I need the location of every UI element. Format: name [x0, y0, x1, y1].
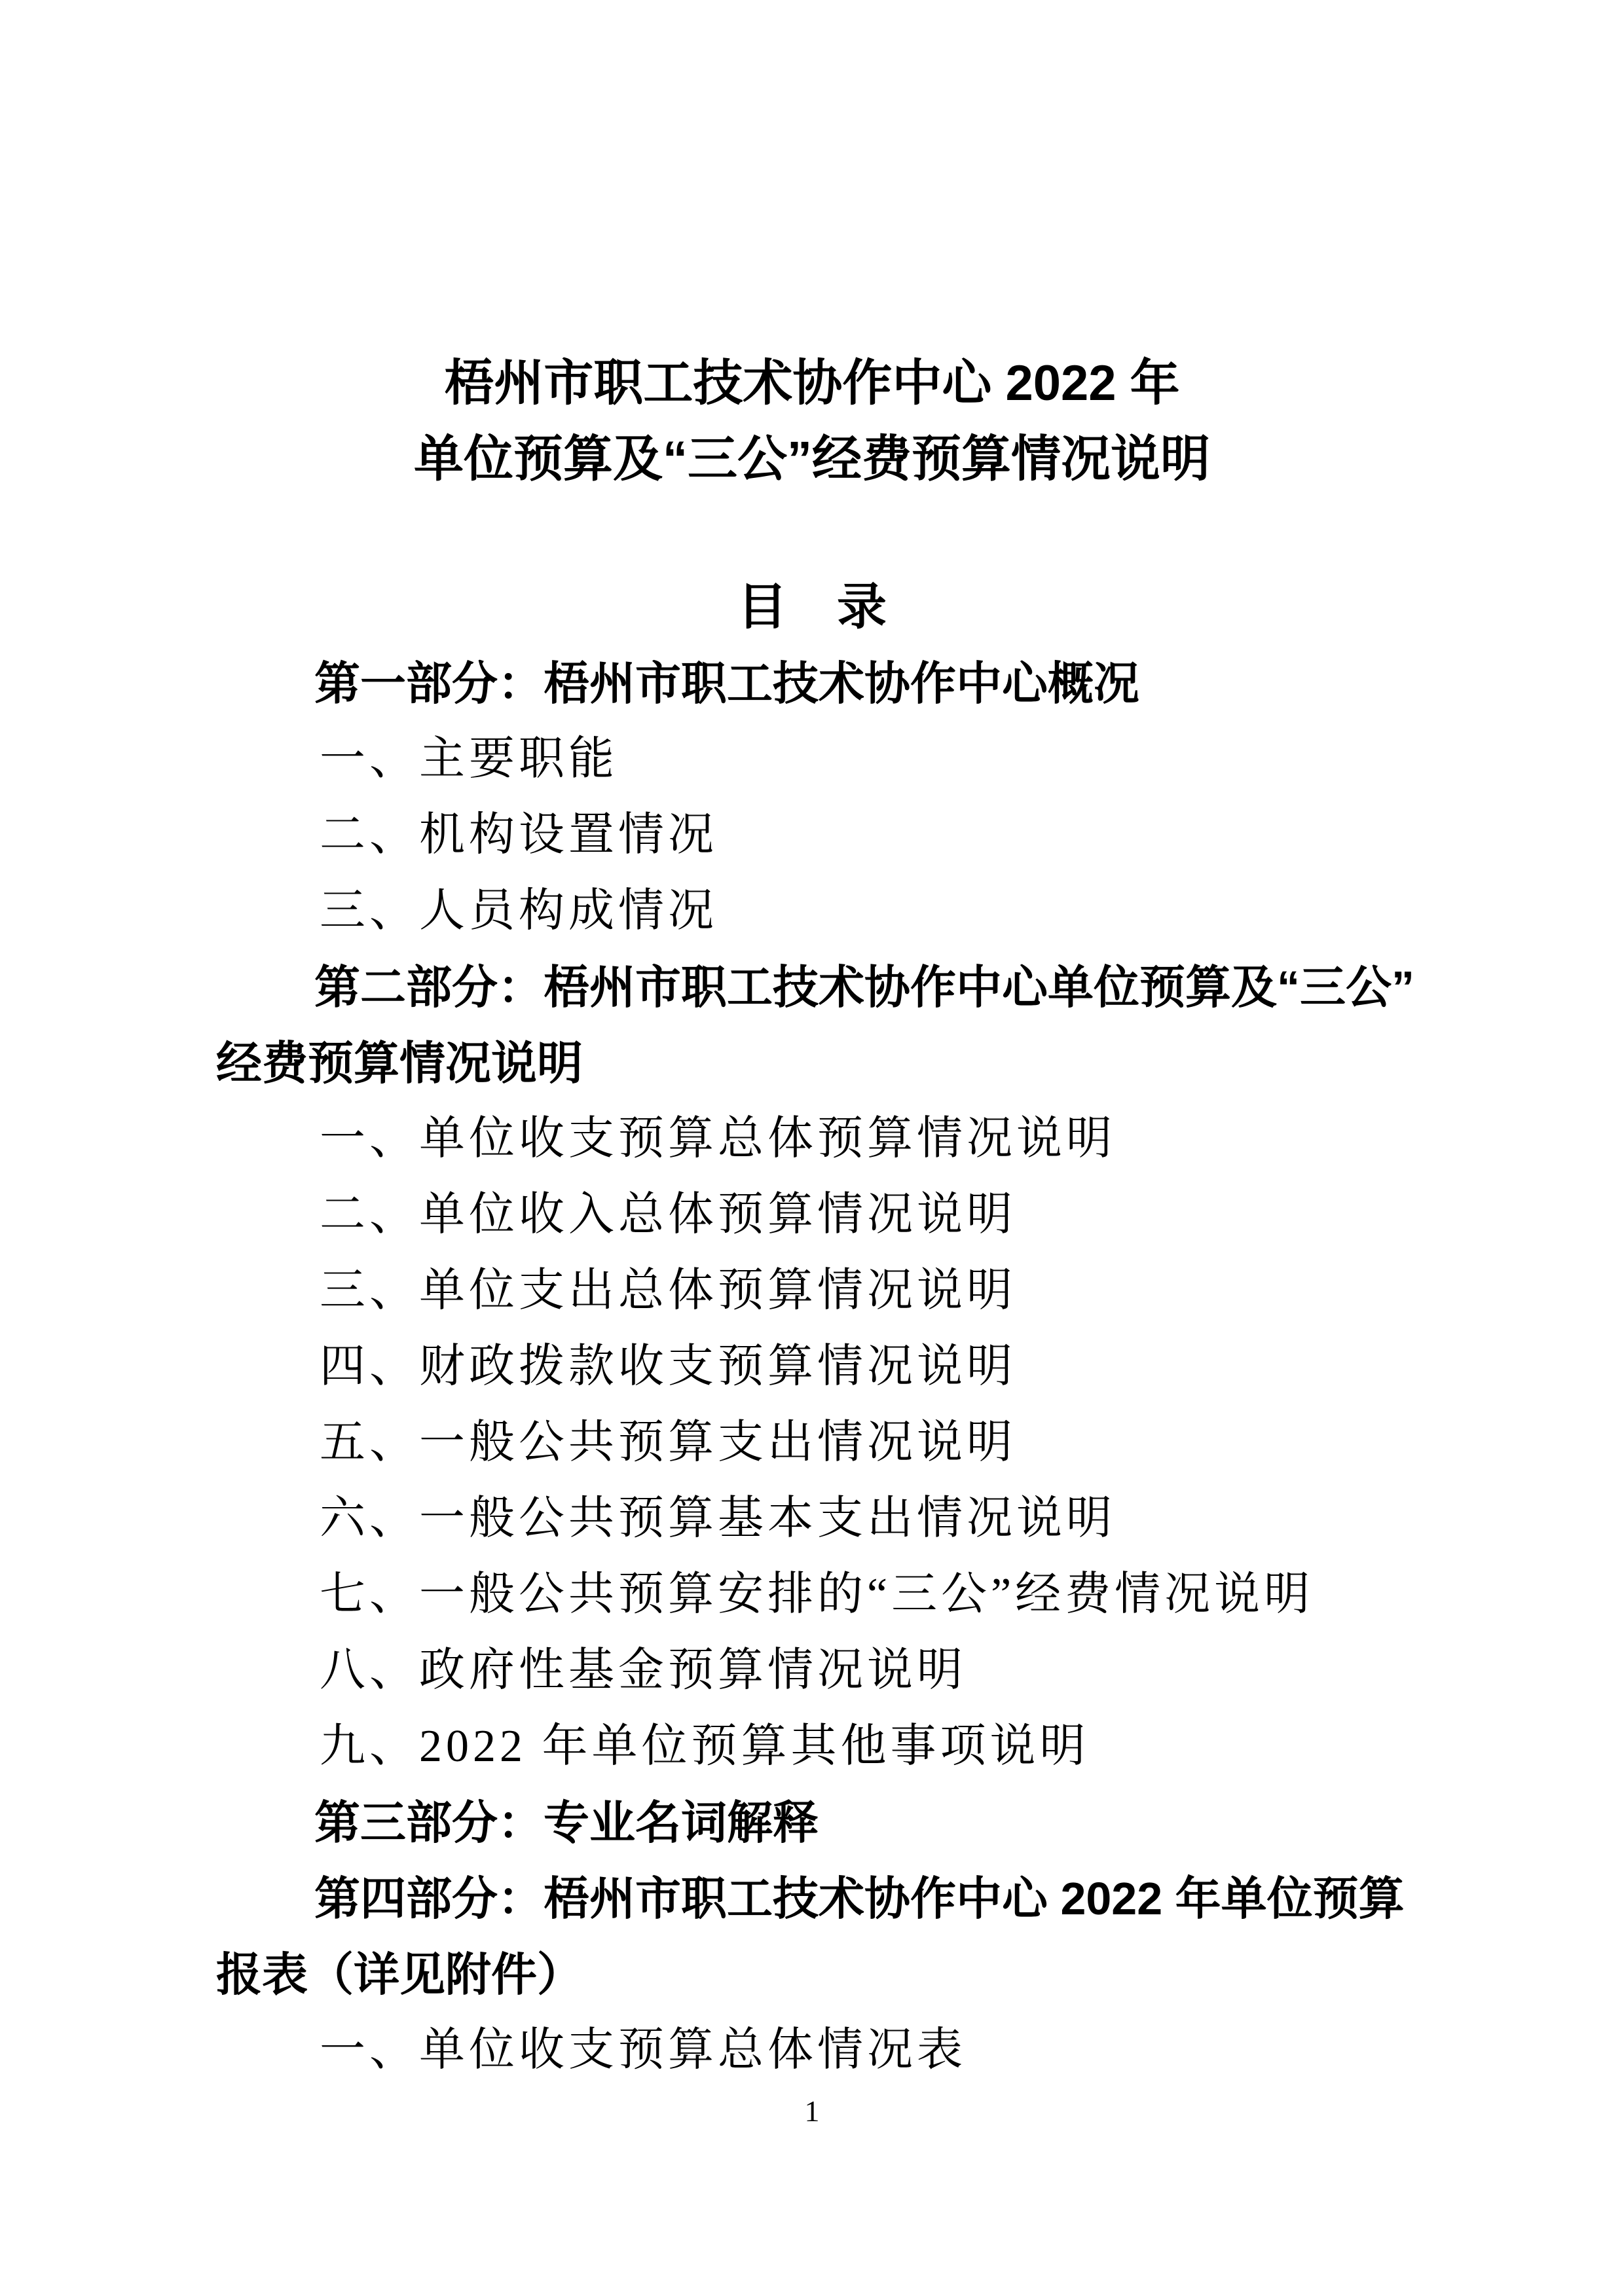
toc-item-part1-3: 三、人员构成情况 — [320, 886, 718, 936]
part3-heading: 第三部分：专业名词解释 — [314, 1797, 819, 1848]
toc-item-part2-7: 七、一般公共预算安排的“三公”经费情况说明 — [320, 1569, 1314, 1620]
toc-item-part1-2: 二、机构设置情况 — [320, 810, 718, 860]
part1-heading: 第一部分：梧州市职工技术协作中心概况 — [314, 658, 1139, 709]
toc-item-part2-5: 五、一般公共预算支出情况说明 — [320, 1417, 1016, 1468]
toc-item-part2-2: 二、单位收入总体预算情况说明 — [320, 1190, 1016, 1240]
toc-item-part2-3: 三、单位支出总体预算情况说明 — [320, 1266, 1016, 1316]
document-title-line-1: 梧州市职工技术协作中心 2022 年 — [444, 355, 1180, 411]
part2-heading-line-2: 经费预算情况说明 — [216, 1038, 583, 1089]
toc-item-part2-8: 八、政府性基金预算情况说明 — [320, 1645, 967, 1696]
page-content — [216, 346, 1414, 2088]
part4-heading-line-2: 报表（详见附件） — [216, 1949, 583, 2000]
page-number: 1 — [804, 2094, 820, 2128]
part2-heading-line-1: 第二部分：梧州市职工技术协作中心单位预算及“三公” — [314, 962, 1414, 1013]
toc-heading: 目 录 — [737, 579, 887, 635]
document-title-line-2: 单位预算及“三公”经费预算情况说明 — [414, 431, 1210, 487]
toc-item-part2-9: 九、2022 年单位预算其他事项说明 — [320, 1721, 1090, 1772]
toc-item-part4-1: 一、单位收支预算总体情况表 — [320, 2025, 967, 2075]
toc-item-part2-1: 一、单位收支预算总体预算情况说明 — [320, 1114, 1116, 1164]
toc-item-part2-6: 六、一般公共预算基本支出情况说明 — [320, 1493, 1116, 1544]
toc-item-part1-1: 一、主要职能 — [320, 734, 618, 784]
part4-heading-line-1: 第四部分：梧州市职工技术协作中心 2022 年单位预算 — [314, 1873, 1405, 1924]
toc-item-part2-4: 四、财政拨款收支预算情况说明 — [320, 1341, 1016, 1392]
